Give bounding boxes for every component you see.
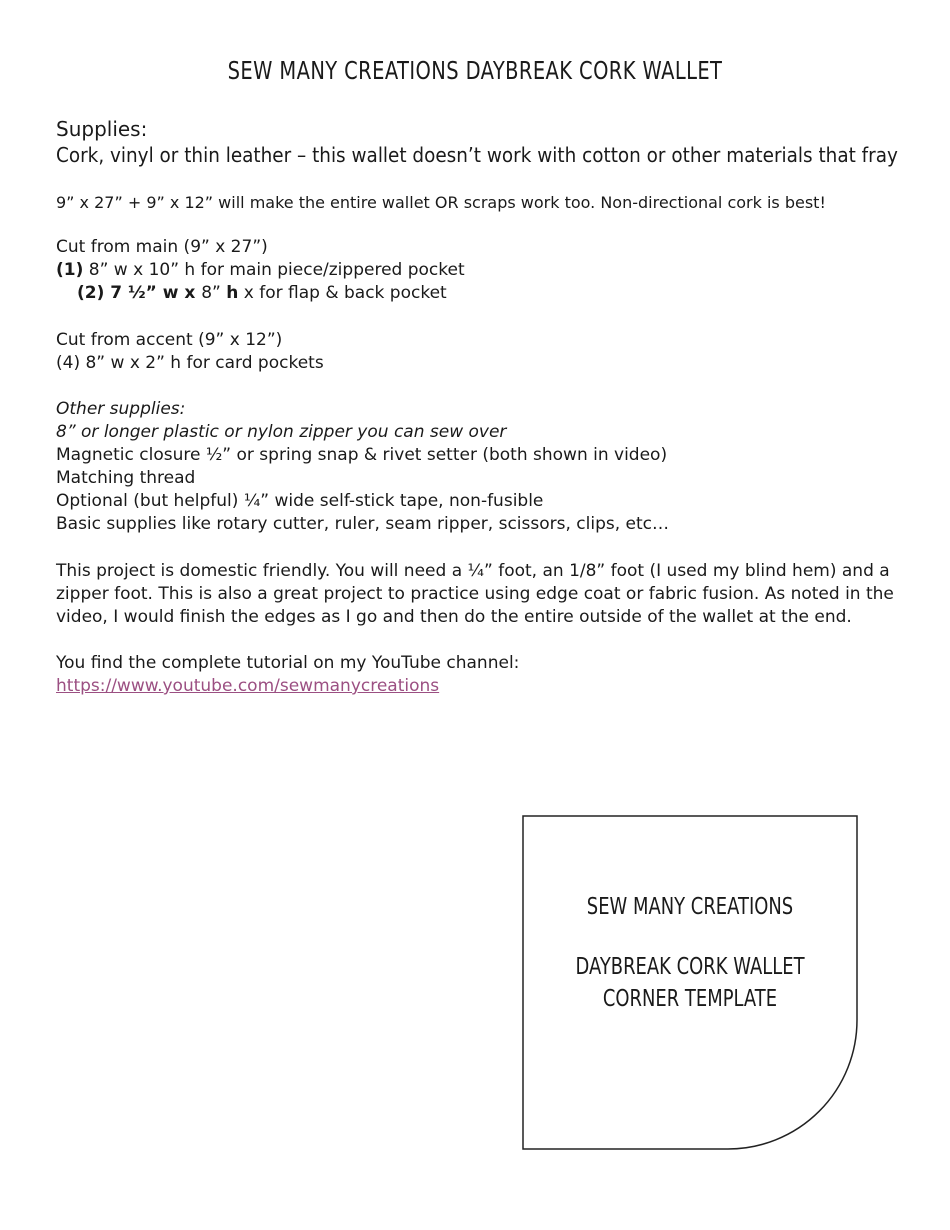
domestic-friendly-paragraph [56,560,894,629]
cut-main-item-2-bold2: h [226,283,239,303]
template-name [559,951,821,1015]
cut-main-item-2 [56,282,465,305]
cut-main-heading: Cut from main (9” x 27”) [56,237,268,257]
domestic-line: zipper foot. This is also a great project to practice using edge coat or fabric fusion. As noted in the [56,584,894,604]
cut-main-item-2-text: x for flap & back pocket [238,283,447,303]
cut-accent-heading: Cut from accent (9” x 12”) [56,330,283,350]
other-supplies-item: 8” or longer plastic or nylon zipper you can sew over [56,422,507,442]
supplies-heading [56,116,147,142]
domestic-line: This project is domestic friendly. You will need a ¼” foot, an 1/8” foot (I used my blind hem) and a [56,561,890,581]
template-brand: SEW MANY CREATIONS [586,894,794,920]
cut-from-main-section [56,236,465,305]
cut-main-item-1 [56,259,465,282]
cut-main-item-2-mid: 8” [201,283,227,303]
template-name-line-2: CORNER TEMPLATE [602,986,778,1012]
other-supplies-item: Optional (but helpful) ¼” wide self-stick tape, non-fusible [56,491,544,511]
cut-main-item-1-count: (1) [56,260,84,280]
page-title: SEW MANY CREATIONS DAYBREAK CORK WALLET [227,56,723,85]
supplies-materials-text: Cork, vinyl or thin leather – this wallet doesn’t work with cotton or other materials that fray [56,143,898,167]
other-supplies-section [56,398,669,536]
yardage-text: 9” x 27” + 9” x 12” will make the entire wallet OR scraps work too. Non-directional cork is best! [56,193,826,212]
cut-accent-item-1: (4) 8” w x 2” h for card pockets [56,353,324,373]
supplies-materials [56,142,898,168]
tutorial-text: You find the complete tutorial on my YouTube channel: [56,653,520,673]
cut-from-accent-section [56,329,324,375]
domestic-line: video, I would finish the edges as I go and then do the entire outside of the wallet at the end. [56,607,852,627]
tutorial-section [56,652,519,698]
cut-main-item-1-text: 8” w x 10” h for main piece/zippered pocket [83,260,465,280]
other-supplies-item: Matching thread [56,468,196,488]
supplies-heading-text: Supplies: [56,117,148,141]
template-name-line-1: DAYBREAK CORK WALLET [575,954,805,980]
corner-template [522,815,858,1150]
other-supplies-item: Magnetic closure ½” or spring snap & rivet setter (both shown in video) [56,445,668,465]
other-supplies-item: Basic supplies like rotary cutter, ruler, seam ripper, scissors, clips, etc… [56,514,670,534]
youtube-channel-link[interactable]: https://www.youtube.com/sewmanycreations [56,676,440,696]
yardage-note [56,191,826,214]
cut-main-item-2-bold: (2) 7 ½” w x [77,283,202,303]
other-supplies-heading: Other supplies: [56,399,186,419]
